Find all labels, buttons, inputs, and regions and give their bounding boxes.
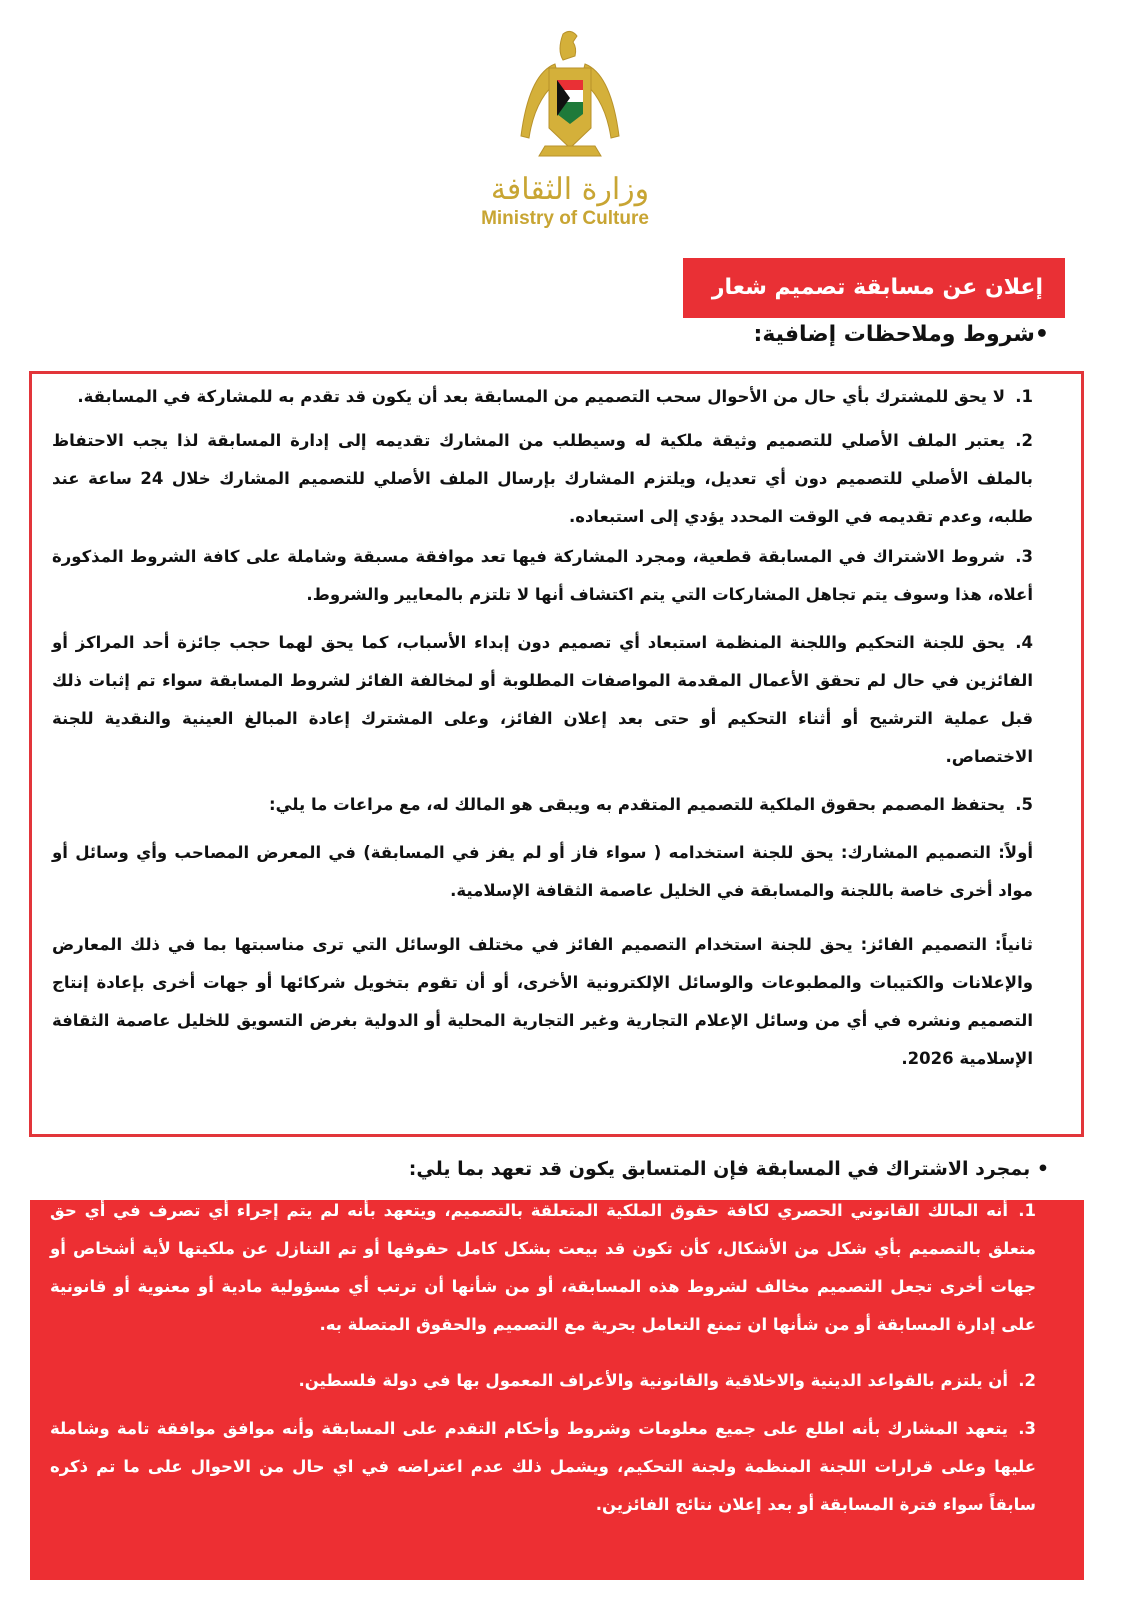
item-number: 3. bbox=[1018, 1419, 1036, 1438]
ministry-name-arabic: وزارة الثقافة bbox=[490, 172, 650, 207]
condition-item bbox=[52, 538, 1033, 614]
item-number: 1. bbox=[1015, 387, 1033, 406]
commitment-item bbox=[50, 1362, 1036, 1400]
item-number: 3. bbox=[1015, 547, 1033, 566]
ministry-logo bbox=[470, 28, 670, 253]
conditions-heading: •شروط وملاحظات إضافية: bbox=[753, 322, 1049, 347]
announcement-title: إعلان عن مسابقة تصميم شعار bbox=[683, 258, 1065, 318]
item-number: 5. bbox=[1015, 795, 1033, 814]
first-clause: أولاً: التصميم المشارك: يحق للجنة استخدامه ( سواء فاز أو لم يفز في المسابقة) في المعرض المصاحب وأي وسائل أو مواد أخرى خاصة باللجنة والمسابقة في الخليل عاصمة الثقافة الإسلامية. bbox=[52, 843, 1033, 900]
commitment-item bbox=[50, 1192, 1036, 1344]
condition-item bbox=[52, 624, 1033, 776]
commitment-item bbox=[50, 1410, 1036, 1524]
item-text: يعتبر الملف الأصلي للتصميم وثيقة ملكية له وسيطلب من المشارك تقديمه إلى إدارة المسابقة لذا يجب الاحتفاظ بالملف الأصلي للتصميم دون أي تعديل، ويلتزم المشارك بإرسال الملف الأصلي للتصميم المشارك خلال 24 ساعة عند طلبه، وعدم تقديمه في الوقت المحدد يؤدي إلى استبعاده. bbox=[52, 431, 1033, 526]
commitments-heading: • بمجرد الاشتراك في المسابقة فإن المتسابق يكون قد تعهد بما يلي: bbox=[408, 1158, 1049, 1180]
conditions-box bbox=[29, 371, 1084, 1137]
item-text: أنه المالك القانوني الحصري لكافة حقوق الملكية المتعلقة بالتصميم، ويتعهد بأنه لم يتم إجراء أي تصرف في أي حق متعلق بالتصميم بأي شكل من الأشكال، كأن تكون قد بيعت بشكل كامل حقوقها أو تم التنازل عن ملكيتها لأية أشخاص أو جهات أخرى تجعل التصميم مخالف لشروط هذه المسابقة، أو من شأنها أن ترتب أي مسؤولية مادية أو معنوية أو قانونية على إدارة المسابقة أو من شأنها ان تمنع التعامل بحرية مع التصميم والحقوق المتصلة به. bbox=[50, 1201, 1036, 1334]
item-text: يحق للجنة التحكيم واللجنة المنظمة استبعاد أي تصميم دون إبداء الأسباب، كما يحق لهما حجب جائزة أحد المراكز أو الفائزين في حال لم تحقق الأعمال المقدمة المواصفات المطلوبة أو لمخالفة الفائز لشروط المسابقة سواء تم إثبات ذلك قبل عملية الترشيح أو أثناء التحكيم أو حتى بعد إعلان الفائز، وعلى المشترك إعادة المبالغ العينية والنقدية للجنة الاختصاص. bbox=[52, 633, 1033, 766]
item-text: يتعهد المشارك بأنه اطلع على جميع معلومات وشروط وأحكام التقدم على المسابقة وأنه موافق موافقة تامة وشاملة عليها وعلى قرارات اللجنة المنظمة ولجنة التحكيم، ويشمل ذلك عدم اعتراضه في اي حال من الاحوال على ما تم ذكره سابقاً سواء فترة المسابقة أو بعد إعلان نتائج الفائزين. bbox=[50, 1419, 1036, 1514]
item-text: لا يحق للمشترك بأي حال من الأحوال سحب التصميم من المسابقة بعد أن يكون قد تقدم به للمشاركة في المسابقة. bbox=[77, 387, 1005, 406]
item-number: 2. bbox=[1015, 431, 1033, 450]
item-text: شروط الاشتراك في المسابقة قطعية، ومجرد المشاركة فيها تعد موافقة مسبقة وشاملة على كافة الشروط المذكورة أعلاه، هذا وسوف يتم تجاهل المشاركات التي يتم اكتشاف أنها لا تلتزم بالمعايير والشروط. bbox=[52, 547, 1033, 604]
item-number: 1. bbox=[1018, 1201, 1036, 1220]
second-clause: ثانياً: التصميم الفائز: يحق للجنة استخدام التصميم الفائز في مختلف الوسائل التي ترى مناسبتها بما في ذلك المعارض والإعلانات والكتيبات والمطبوعات والوسائل الإلكترونية الأخرى، أو أن تقوم بتخويل شركائها أو جهات أخرى بإعادة إنتاج التصميم ونشره في أي من وسائل الإعلام التجارية وغير التجارية المحلية أو الدولية بغرض التسويق للخليل عاصمة الثقافة الإسلامية 2026. bbox=[52, 935, 1033, 1068]
condition-item bbox=[52, 422, 1033, 536]
condition-item bbox=[52, 786, 1033, 824]
item-text: يحتفظ المصمم بحقوق الملكية للتصميم المتقدم به ويبقى هو المالك له، مع مراعات ما يلي: bbox=[269, 795, 1005, 814]
condition-item bbox=[52, 378, 1033, 416]
item-number: 2. bbox=[1018, 1371, 1036, 1390]
item-text: أن يلتزم بالقواعد الدينية والاخلاقية والقانونية والأعراف المعمول بها في دولة فلسطين. bbox=[298, 1371, 1008, 1390]
ministry-name-english: Ministry of Culture bbox=[481, 208, 649, 229]
palestine-eagle-emblem-icon bbox=[515, 28, 625, 168]
commitments-box bbox=[30, 1200, 1084, 1580]
item-number: 4. bbox=[1015, 633, 1033, 652]
